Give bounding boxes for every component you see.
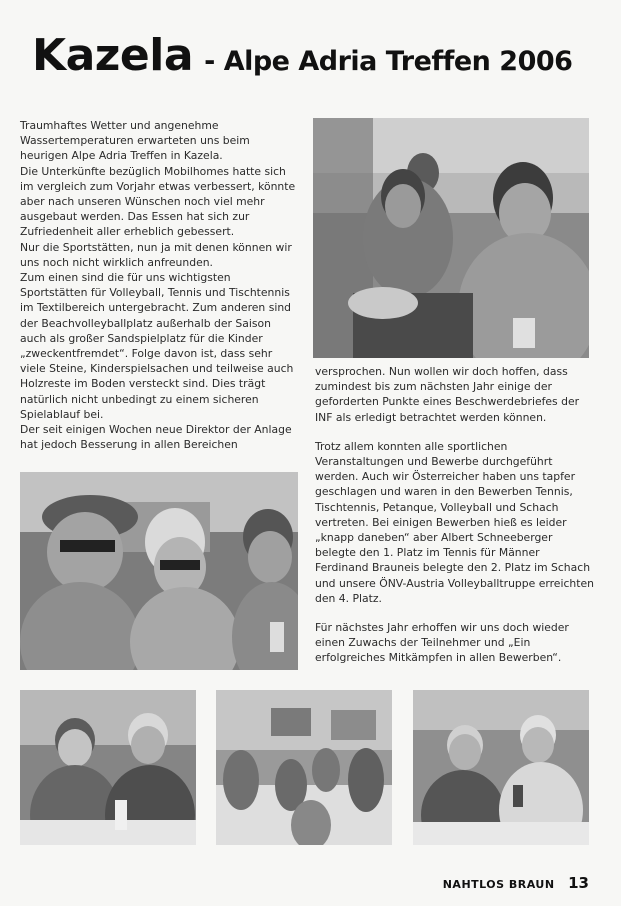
photo-dinner-hall-group bbox=[216, 690, 392, 845]
article-title bbox=[32, 30, 592, 81]
text-column-right bbox=[315, 364, 595, 666]
title-main: Kazela bbox=[32, 30, 194, 81]
photo-men-at-beach-table bbox=[313, 118, 589, 358]
paragraph: versprochen. Nun wollen wir doch hoffen, dass zumindest bis zum nächsten Jahr einige der geforderten Punkte eines Beschwerdebriefes der INF als erledigt betrachtet werden können. bbox=[315, 365, 580, 424]
text-column-left bbox=[20, 118, 300, 452]
paragraph: Für nächstes Jahr erhoffen wir uns doch wieder einen Zuwachs der Teilnehmer und „Ein erfolgreiches Mitkämpfen in allen Bewerben“. bbox=[315, 621, 569, 665]
paragraph: Zum einen sind die für uns wichtigsten Sportstätten für Volleyball, Tennis und Tischtennis im Textilbereich untergebracht. Zum anderen sind der Beachvolleyballplatz außerhalb der Saison auch als großer Sandspielplatz für die Kinder „zweckentfremdet“. Folge davon ist, dass sehr viele Steine, Kinderspielsachen und teilweise auch Holzreste im Boden versteckt sind. Dies trägt natürlich nicht unbedingt zu einem sicheren Spielablauf bei. bbox=[20, 271, 294, 421]
magazine-name: NAHTLOS BRAUN bbox=[442, 878, 555, 891]
photo-couple-toasting bbox=[413, 690, 589, 845]
paragraph: Trotz allem konnten alle sportlichen Veranstaltungen und Bewerbe durchgeführt werden. Auch wir Österreicher haben uns tapfer geschlagen und waren in den Bewerben Tennis, Tischtennis, Petanque, Volleyball und Schach vertreten. Bei einigen Bewerben hieß es leider „knapp daneben“ aber Albert Schneeberger belegte den 1. Platz im Tennis für Männer Ferdinand Brauneis belegte den 2. Platz im Schach und unsere ÖNV-Austria Volleyballtruppe erreichten den 4. Platz. bbox=[315, 439, 594, 605]
photo-couple-at-dinner bbox=[20, 690, 196, 845]
paragraph: Der seit einigen Wochen neue Direktor der Anlage hat jedoch Besserung in allen Bereichen bbox=[20, 423, 292, 452]
title-subtitle: - Alpe Adria Treffen 2006 bbox=[204, 46, 573, 77]
page-number: 13 bbox=[568, 874, 589, 892]
paragraph: Die Unterkünfte bezüglich Mobilhomes hatte sich im vergleich zum Vorjahr etwas verbessert, könnte aber nach unseren Wünschen noch viel mehr ausgebaut werden. Das Essen hat sich zur Zufriedenheit aller erheblich gebessert. bbox=[20, 164, 296, 239]
photo-group-with-sunglasses bbox=[20, 472, 298, 670]
page-footer bbox=[443, 873, 589, 892]
paragraph: Nur die Sportstätten, nun ja mit denen können wir uns noch nicht wirklich anfreunden. bbox=[20, 240, 292, 269]
paragraph: Traumhaftes Wetter und angenehme Wassertemperaturen erwarteten uns beim heurigen Alpe Adria Treffen in Kazela. bbox=[20, 119, 250, 163]
